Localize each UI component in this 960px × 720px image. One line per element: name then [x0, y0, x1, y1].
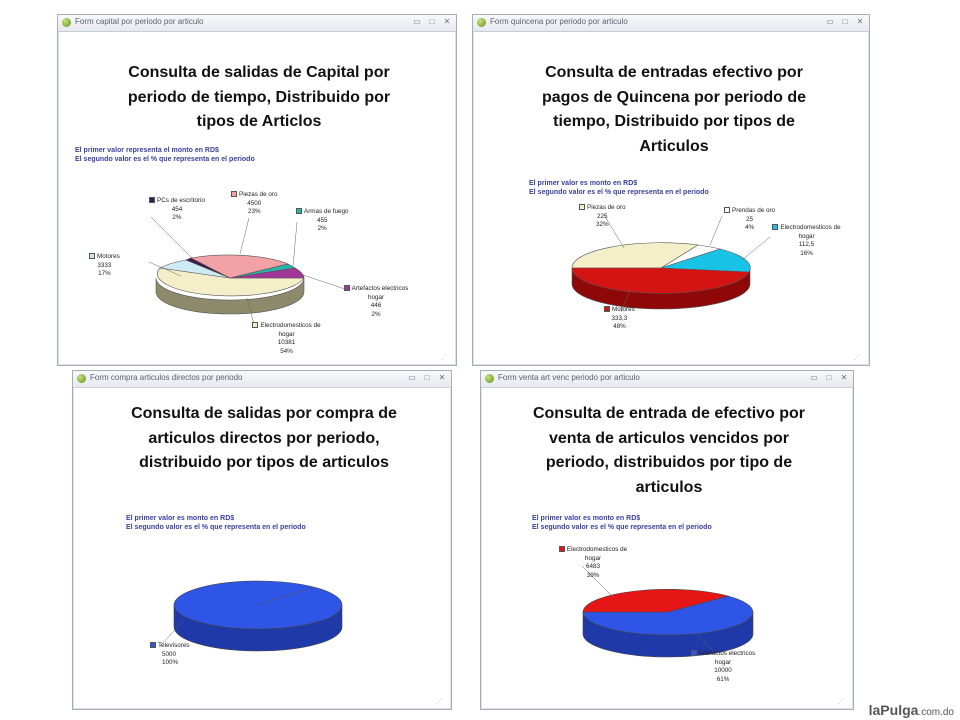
swatch [772, 224, 778, 230]
maximize-icon[interactable]: □ [429, 17, 435, 26]
maximize-icon[interactable]: □ [826, 373, 832, 382]
pie-chart [482, 388, 856, 708]
minimize-icon[interactable]: ▭ [810, 373, 818, 382]
swatch [149, 197, 155, 203]
close-icon[interactable]: ✕ [443, 17, 451, 26]
titlebar[interactable] [481, 371, 853, 388]
resize-grip-icon[interactable]: ⋰ [838, 699, 844, 705]
titlebar[interactable] [473, 15, 869, 32]
window-title: Form venta art venc periodo por articulo [498, 373, 640, 382]
label-piezas: Piezas de oro 4500 23% [231, 191, 278, 217]
app-icon [62, 18, 71, 27]
swatch [691, 650, 697, 656]
label-electrodomesticos: Electrodomesticos de hogar 6483 39% [558, 546, 628, 580]
window-capital [57, 14, 457, 366]
chart-note: El primer valor es monto en RD$ El segundo valor es el % que representa en el periodo [126, 515, 306, 531]
pie-chart [74, 388, 454, 708]
swatch [559, 546, 565, 552]
label-electrodomesticos: Electrodomesticos de hogar 10381 54% [249, 322, 324, 356]
window-title: Form quincena por periodo por articulo [490, 17, 628, 26]
resize-grip-icon[interactable]: ⋰ [436, 699, 442, 705]
chart-title: Consulta de salidas por compra de articulos directos por periodo, distribuido por tipos de articulos [131, 405, 397, 471]
chart-title: Consulta de salidas de Capital por periodo de tiempo, Distribuido por tipos de Articlos [127, 64, 391, 130]
minimize-icon[interactable]: ▭ [408, 373, 416, 382]
close-icon[interactable]: ✕ [840, 373, 848, 382]
swatch [150, 642, 156, 648]
swatch [579, 204, 585, 210]
minimize-icon[interactable]: ▭ [413, 17, 421, 26]
close-icon[interactable]: ✕ [438, 373, 446, 382]
swatch [231, 191, 237, 197]
label-motores: Motores 3333 17% [89, 253, 120, 279]
titlebar[interactable] [73, 371, 451, 388]
window-quincena [472, 14, 870, 366]
swatch [724, 207, 730, 213]
app-icon [477, 18, 486, 27]
minimize-icon[interactable]: ▭ [826, 17, 834, 26]
resize-grip-icon[interactable]: ⋰ [441, 355, 447, 361]
maximize-icon[interactable]: □ [424, 373, 430, 382]
app-icon [77, 374, 86, 383]
close-icon[interactable]: ✕ [856, 17, 864, 26]
maximize-icon[interactable]: □ [842, 17, 848, 26]
label-pcs: PCs de escritorio 454 2% [149, 197, 205, 223]
swatch [296, 208, 302, 214]
pie-chart [474, 32, 872, 372]
window-venta [480, 370, 854, 710]
app-icon [485, 374, 494, 383]
label-artefactos: Artefactos electricos hogar 446 2% [341, 285, 411, 319]
resize-grip-icon[interactable]: ⋰ [854, 355, 860, 361]
window-title: Form compra articulos directos por periodo [90, 373, 243, 382]
swatch [604, 306, 610, 312]
swatch [89, 253, 95, 259]
chart-note: El primer valor es monto en RD$ El segundo valor es el % que representa en el periodo [529, 180, 709, 196]
label-armas: Armas de fuego 455 2% [296, 208, 348, 234]
label-artefactos: Artefactos electricos hogar 10000 61% [688, 650, 758, 684]
window-title: Form capital por periodo por articulo [75, 17, 204, 26]
swatch [252, 322, 258, 328]
label-electrodomesticos: Electrodomesticos de hogar 112,5 16% [769, 224, 844, 258]
chart-note: El primer valor es monto en RD$ El segundo valor es el % que representa en el periodo [532, 515, 712, 531]
label-prendas: Prendas de oro 25 4% [724, 207, 775, 233]
label-piezas: Piezas de oro 225 32% [579, 204, 626, 230]
chart-title: Consulta de entrada de efectivo por venta de articulos vencidos por periodo, distribuidos por tipo de articulos [532, 405, 806, 496]
label-televisores: Televisores 5000 100% [150, 642, 190, 668]
label-motores: Motores 333,3 48% [604, 306, 635, 332]
swatch [344, 285, 350, 291]
chart-title: Consulta de entradas efectivo por pagos de Quincena por periodo de tiempo, Distribuido por tipos de Articulos [541, 64, 807, 155]
watermark: laPulga.com.do [868, 702, 954, 718]
window-compra [72, 370, 452, 710]
chart-note: El primer valor representa el monto en RD$ El segundo valor es el % que representa en el periodo [75, 147, 255, 163]
titlebar[interactable] [58, 15, 456, 32]
